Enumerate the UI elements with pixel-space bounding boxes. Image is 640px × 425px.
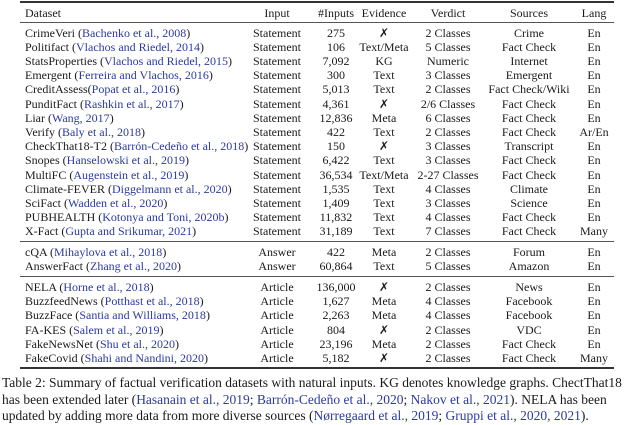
evidence-cell: Text	[373, 68, 395, 83]
table-row	[0, 68, 640, 82]
dataset-name: Emergent (	[25, 68, 79, 83]
dataset-cell	[25, 308, 210, 322]
lang-cell: En	[587, 54, 601, 68]
table-row	[0, 153, 640, 167]
header-lang: Lang	[581, 5, 607, 20]
evidence-cell: ✗	[378, 351, 390, 365]
section-rule	[20, 241, 614, 242]
table-row	[0, 82, 640, 96]
n-cell: 300	[327, 68, 345, 83]
input-cell: Article	[260, 336, 294, 351]
input-cell: Answer	[258, 259, 296, 274]
evidence-cell: Meta	[371, 110, 397, 125]
caption-text: ;	[438, 408, 446, 423]
input-cell: Answer	[258, 245, 296, 259]
sources-cell: Transcript	[504, 139, 554, 154]
table-row	[0, 259, 640, 273]
input-cell: Statement	[253, 224, 301, 239]
dataset-suffix: )	[140, 125, 145, 139]
dataset-name: Climate-FEVER (	[25, 181, 112, 196]
sources-cell: Fact Check	[501, 39, 557, 54]
table-row	[0, 323, 640, 337]
table-row	[0, 337, 640, 351]
lang-cell: En	[587, 82, 601, 97]
sources-cell: Emergent	[505, 68, 553, 83]
caption-line	[2, 375, 636, 392]
lang-cell: En	[587, 294, 601, 309]
dataset-suffix: )	[184, 153, 189, 168]
evidence-cell: ✗	[378, 139, 390, 154]
verdict-cell: 2 Classes	[425, 125, 471, 139]
sources-cell: Fact Check/Wiki	[488, 82, 570, 97]
dataset-suffix: )	[186, 25, 191, 40]
dataset-cell	[25, 125, 145, 139]
n-cell: 422	[327, 125, 345, 139]
lang-cell: En	[587, 245, 601, 259]
evidence-cell: ✗	[378, 280, 390, 294]
dataset-name: NELA (	[25, 280, 64, 294]
citation-link[interactable]: Wang, 2017	[51, 110, 110, 125]
dataset-cell	[25, 245, 166, 259]
input-cell: Article	[260, 351, 294, 365]
dataset-name: BuzzFace (	[25, 308, 80, 323]
n-cell: 1,627	[322, 294, 350, 309]
dataset-suffix: )	[224, 210, 229, 225]
dataset-cell	[25, 111, 114, 125]
n-cell: 422	[327, 245, 345, 259]
dataset-name: Snopes (	[25, 153, 67, 168]
citation-link[interactable]: Rashkin et al., 2017	[84, 96, 180, 111]
dataset-suffix: )	[227, 181, 232, 196]
header-verdict: Verdict	[430, 5, 466, 20]
citation-link[interactable]: Barrón-Cedeño et al., 2018	[113, 139, 245, 154]
input-cell: Statement	[253, 110, 301, 125]
lang-cell: En	[587, 167, 601, 182]
caption-citation-link[interactable]: Hasanain et al., 2019	[136, 391, 250, 407]
caption-text: has been extended later (	[2, 391, 137, 407]
input-cell: Statement	[253, 82, 301, 97]
input-cell: Statement	[253, 25, 301, 40]
verdict-cell: 2 Classes	[425, 351, 471, 365]
citation-link[interactable]: Santia and Williams, 2018	[79, 308, 206, 323]
input-cell: Statement	[253, 96, 301, 111]
dataset-suffix: )	[174, 336, 179, 351]
evidence-cell: Text	[373, 224, 395, 239]
dataset-suffix: )	[244, 139, 249, 154]
n-cell: 11,832	[319, 210, 353, 225]
n-cell: 5,182	[322, 351, 350, 365]
n-cell: 136,000	[316, 280, 356, 294]
dataset-name: MultiFC (	[25, 167, 74, 182]
dataset-suffix: )	[159, 322, 164, 337]
lang-cell: En	[587, 259, 601, 274]
input-cell: Article	[260, 322, 294, 337]
dataset-cell	[25, 139, 248, 153]
n-cell: 804	[327, 322, 345, 337]
lang-cell: En	[587, 110, 601, 125]
n-cell: 7,092	[322, 54, 350, 68]
citation-link[interactable]: Kotonya and Toni, 2020b	[102, 210, 225, 225]
table-row	[0, 351, 640, 365]
n-cell: 1,409	[322, 196, 350, 210]
sources-cell: News	[515, 280, 543, 294]
evidence-cell: Meta	[371, 308, 397, 323]
top-rule	[20, 1, 614, 3]
evidence-cell: Meta	[371, 294, 397, 309]
citation-link[interactable]: Zhang et al., 2020	[89, 259, 177, 274]
n-cell: 5,013	[322, 82, 350, 97]
verdict-cell: 2 Classes	[425, 280, 471, 294]
sources-cell: Fact Check	[501, 153, 557, 168]
table-row	[0, 97, 640, 111]
evidence-cell: Text	[373, 259, 395, 274]
header-inputs-count: #Inputs	[318, 5, 354, 20]
citation-link[interactable]: Shahi and Nandini, 2020	[84, 351, 204, 365]
caption-text: ;	[403, 391, 411, 407]
dataset-cell	[25, 97, 184, 111]
n-cell: 31,189	[319, 224, 353, 239]
dataset-cell	[25, 196, 167, 210]
dataset-cell	[25, 294, 204, 308]
dataset-cell	[25, 323, 163, 337]
n-cell: 1,535	[322, 181, 350, 196]
dataset-cell	[25, 82, 179, 96]
caption-citation-link[interactable]: Nakov et al., 2021	[410, 391, 511, 407]
lang-cell: En	[587, 181, 601, 196]
dataset-suffix: )	[179, 96, 184, 111]
input-cell: Statement	[253, 139, 301, 154]
citation-link[interactable]: Wadden et al., 2020	[68, 196, 164, 210]
dataset-name: Verify (	[25, 125, 62, 139]
caption-text: ).	[580, 408, 589, 423]
lang-cell: En	[587, 68, 601, 83]
citation-link[interactable]: Vlachos and Riedel, 2015	[104, 54, 228, 68]
n-cell: 275	[327, 25, 345, 40]
n-cell: 36,534	[319, 167, 353, 182]
input-cell: Statement	[253, 210, 301, 225]
table-row	[0, 182, 640, 196]
citation-link[interactable]: Gupta and Srikumar, 2021	[65, 224, 193, 239]
evidence-cell: KG	[375, 54, 393, 68]
sources-cell: Science	[510, 196, 548, 210]
table-row	[0, 245, 640, 259]
sources-cell: Fact Check	[501, 96, 557, 111]
dataset-suffix: )	[208, 68, 213, 83]
citation-link[interactable]: Mihaylova et al., 2018	[54, 245, 163, 259]
evidence-cell: Text	[373, 196, 395, 210]
dataset-suffix: )	[199, 294, 204, 309]
sources-cell: Fact Check	[501, 167, 557, 182]
caption-citation-link[interactable]: Nørregaard et al., 2019	[313, 408, 439, 423]
n-cell: 60,864	[319, 259, 353, 274]
dataset-suffix: )	[176, 259, 181, 274]
input-cell: Statement	[253, 181, 301, 196]
dataset-suffix: )	[109, 110, 114, 125]
input-cell: Statement	[253, 196, 301, 210]
dataset-cell	[25, 351, 208, 365]
dataset-suffix: )	[192, 224, 197, 239]
evidence-cell: ✗	[378, 322, 390, 337]
input-cell: Statement	[253, 167, 301, 182]
verdict-cell: Numeric	[427, 54, 469, 68]
dataset-suffix: )	[163, 196, 168, 210]
header-rule	[20, 22, 614, 23]
citation-link[interactable]: Baly et al., 2018	[61, 125, 141, 139]
table-row	[0, 26, 640, 40]
table-row	[0, 111, 640, 125]
verdict-cell: 2 Classes	[425, 322, 471, 337]
lang-cell: Many	[580, 351, 608, 365]
header-row	[0, 6, 640, 20]
dataset-cell	[25, 337, 179, 351]
lang-cell: En	[587, 322, 601, 337]
caption-text: updated by adding more data from more diverse sources (	[2, 408, 314, 423]
evidence-cell: Text/Meta	[359, 39, 409, 54]
verdict-cell: 4 Classes	[425, 294, 471, 309]
caption-citation-link[interactable]: Gruppi et al., 2020, 2021	[445, 408, 581, 423]
header-dataset: Dataset	[25, 5, 61, 20]
table-caption	[2, 375, 636, 425]
dataset-name: CrimeVeri (	[25, 25, 82, 40]
bottom-rule	[20, 367, 614, 369]
input-cell: Article	[260, 280, 294, 294]
dataset-suffix: )	[149, 280, 154, 294]
dataset-name: cQA (	[25, 245, 54, 259]
citation-link[interactable]: Augenstein et al., 2019	[73, 167, 185, 182]
table-row	[0, 196, 640, 210]
n-cell: 23,196	[319, 336, 353, 351]
header-input: Input	[264, 5, 290, 20]
n-cell: 4,361	[322, 96, 350, 111]
dataset-cell	[25, 40, 204, 54]
dataset-cell	[25, 153, 189, 167]
verdict-cell: 6 Classes	[425, 110, 471, 125]
sources-cell: Fact Check	[501, 224, 557, 239]
dataset-suffix: )	[205, 308, 210, 323]
sources-cell: Climate	[510, 181, 548, 196]
input-cell: Statement	[253, 68, 301, 83]
table-row	[0, 294, 640, 308]
section-rule	[20, 276, 614, 277]
dataset-name: Politifact (	[25, 39, 76, 54]
sources-cell: VDC	[516, 322, 542, 337]
verdict-cell: 2-27 Classes	[417, 167, 479, 182]
table-row	[0, 308, 640, 322]
table-row	[0, 224, 640, 238]
citation-link[interactable]: Diggelmann et al., 2020	[112, 181, 228, 196]
citation-link[interactable]: Potthast et al., 2018	[104, 294, 200, 309]
dataset-cell	[25, 168, 188, 182]
lang-cell: Ar/En	[579, 125, 609, 139]
verdict-cell: 2 Classes	[425, 245, 471, 259]
sources-cell: Crime	[514, 25, 544, 40]
header-evidence: Evidence	[361, 5, 407, 20]
verdict-cell: 2/6 Classes	[420, 96, 476, 111]
input-cell: Statement	[253, 54, 301, 68]
verdict-cell: 5 Classes	[425, 259, 471, 274]
input-cell: Statement	[253, 125, 301, 139]
sources-cell: Fact Check	[501, 336, 557, 351]
table-row	[0, 54, 640, 68]
evidence-cell: Text	[373, 181, 395, 196]
dataset-cell	[25, 26, 190, 40]
verdict-cell: 5 Classes	[425, 39, 471, 54]
dataset-cell	[25, 259, 181, 273]
sources-cell: Amazon	[508, 259, 550, 274]
evidence-cell: Text	[373, 210, 395, 225]
dataset-name: FakeCovid (	[25, 351, 85, 365]
evidence-cell: Text	[373, 82, 395, 97]
dataset-cell	[25, 280, 154, 294]
dataset-name: FakeNewsNet (	[25, 336, 100, 351]
sources-cell: Facebook	[505, 308, 553, 323]
dataset-suffix: )	[227, 54, 232, 68]
verdict-cell: 2 Classes	[425, 336, 471, 351]
verdict-cell: 3 Classes	[425, 68, 471, 83]
dataset-suffix: )	[184, 167, 189, 182]
sources-cell: Fact Check	[501, 110, 557, 125]
table-row	[0, 168, 640, 182]
lang-cell: En	[587, 308, 601, 323]
dataset-cell	[25, 68, 213, 82]
header-sources: Sources	[510, 5, 548, 20]
lang-cell: Many	[580, 224, 608, 239]
citation-link[interactable]: Hanselowski et al., 2019	[66, 153, 185, 168]
dataset-suffix: )	[199, 39, 204, 54]
n-cell: 150	[327, 139, 345, 154]
lang-cell: En	[587, 280, 601, 294]
verdict-cell: 3 Classes	[425, 153, 471, 168]
lang-cell: En	[587, 39, 601, 54]
dataset-cell	[25, 224, 196, 238]
evidence-cell: Text	[373, 125, 395, 139]
lang-cell: En	[587, 210, 601, 225]
lang-cell: En	[587, 96, 601, 111]
n-cell: 106	[327, 39, 345, 54]
dataset-name: BuzzfeedNews (	[25, 294, 105, 309]
evidence-cell: Meta	[371, 245, 397, 259]
lang-cell: En	[587, 336, 601, 351]
evidence-cell: Meta	[371, 336, 397, 351]
lang-cell: En	[587, 139, 601, 154]
dataset-name: PUBHEALTH (	[25, 210, 103, 225]
verdict-cell: 3 Classes	[425, 139, 471, 154]
n-cell: 2,263	[322, 308, 350, 323]
caption-citation-link[interactable]: Barrón-Cedeño et al., 2020	[256, 391, 404, 407]
citation-link[interactable]: Shu et al., 2020	[99, 336, 175, 351]
sources-cell: Fact Check	[501, 125, 557, 139]
dataset-name: AnswerFact (	[25, 259, 90, 274]
table-row	[0, 139, 640, 153]
table-row	[0, 210, 640, 224]
table-row	[0, 280, 640, 294]
verdict-cell: 4 Classes	[425, 308, 471, 323]
citation-link[interactable]: Ferreira and Vlachos, 2016	[78, 68, 209, 83]
verdict-cell: 7 Classes	[425, 224, 471, 239]
input-cell: Article	[260, 308, 294, 323]
lang-cell: En	[587, 25, 601, 40]
dataset-suffix: )	[204, 351, 208, 365]
sources-cell: Internet	[510, 54, 548, 68]
input-cell: Statement	[253, 153, 301, 168]
verdict-cell: 2 Classes	[425, 25, 471, 40]
verdict-cell: 3 Classes	[425, 196, 471, 210]
dataset-name: StatsProperties (	[25, 54, 104, 68]
dataset-name: X-Fact (	[25, 224, 66, 239]
citation-link[interactable]: Salem et al., 2019	[73, 322, 160, 337]
verdict-cell: 4 Classes	[425, 210, 471, 225]
lang-cell: En	[587, 153, 601, 168]
dataset-name: SciFact (	[25, 196, 68, 210]
caption-text: ;	[249, 391, 257, 407]
caption-line	[2, 408, 636, 425]
dataset-suffix: )	[162, 245, 167, 259]
table-row	[0, 125, 640, 139]
dataset-name: Liar (	[25, 110, 52, 125]
n-cell: 12,836	[319, 110, 353, 125]
evidence-cell: Text	[373, 153, 395, 168]
caption-text: Table 2: Summary of factual verification datasets with natural inputs. KG denotes knowledge graphs. ChectThat18	[2, 375, 622, 390]
citation-link[interactable]: Vlachos and Riedel, 2014	[76, 39, 200, 54]
dataset-cell	[25, 182, 232, 196]
sources-cell: Fact Check	[501, 210, 557, 225]
lang-cell: En	[587, 196, 601, 210]
evidence-cell: ✗	[378, 25, 390, 40]
input-cell: Statement	[253, 39, 301, 54]
verdict-cell: 2 Classes	[425, 82, 471, 97]
table-row	[0, 40, 640, 54]
citation-link[interactable]: Bachenko et al., 2008	[81, 25, 187, 40]
sources-cell: Fact Check	[501, 351, 557, 365]
sources-cell: Facebook	[505, 294, 553, 309]
dataset-suffix: )	[175, 82, 180, 97]
evidence-cell: Text/Meta	[359, 167, 409, 182]
verdict-cell: 4 Classes	[425, 181, 471, 196]
dataset-cell	[25, 54, 232, 68]
dataset-name: CreditAssess(	[25, 82, 92, 97]
caption-line	[2, 392, 636, 409]
evidence-cell: ✗	[378, 96, 390, 111]
n-cell: 6,422	[322, 153, 350, 168]
dataset-name: FA-KES (	[25, 322, 74, 337]
dataset-cell	[25, 210, 229, 224]
caption-text: ). NELA has been	[510, 391, 607, 407]
sources-cell: Forum	[512, 245, 546, 259]
input-cell: Article	[260, 294, 294, 309]
citation-link[interactable]: Popat et al., 2016	[91, 82, 176, 97]
citation-link[interactable]: Horne et al., 2018	[63, 280, 150, 294]
dataset-name: CheckThat18-T2 (	[25, 139, 114, 154]
dataset-name: PunditFact (	[25, 96, 84, 111]
